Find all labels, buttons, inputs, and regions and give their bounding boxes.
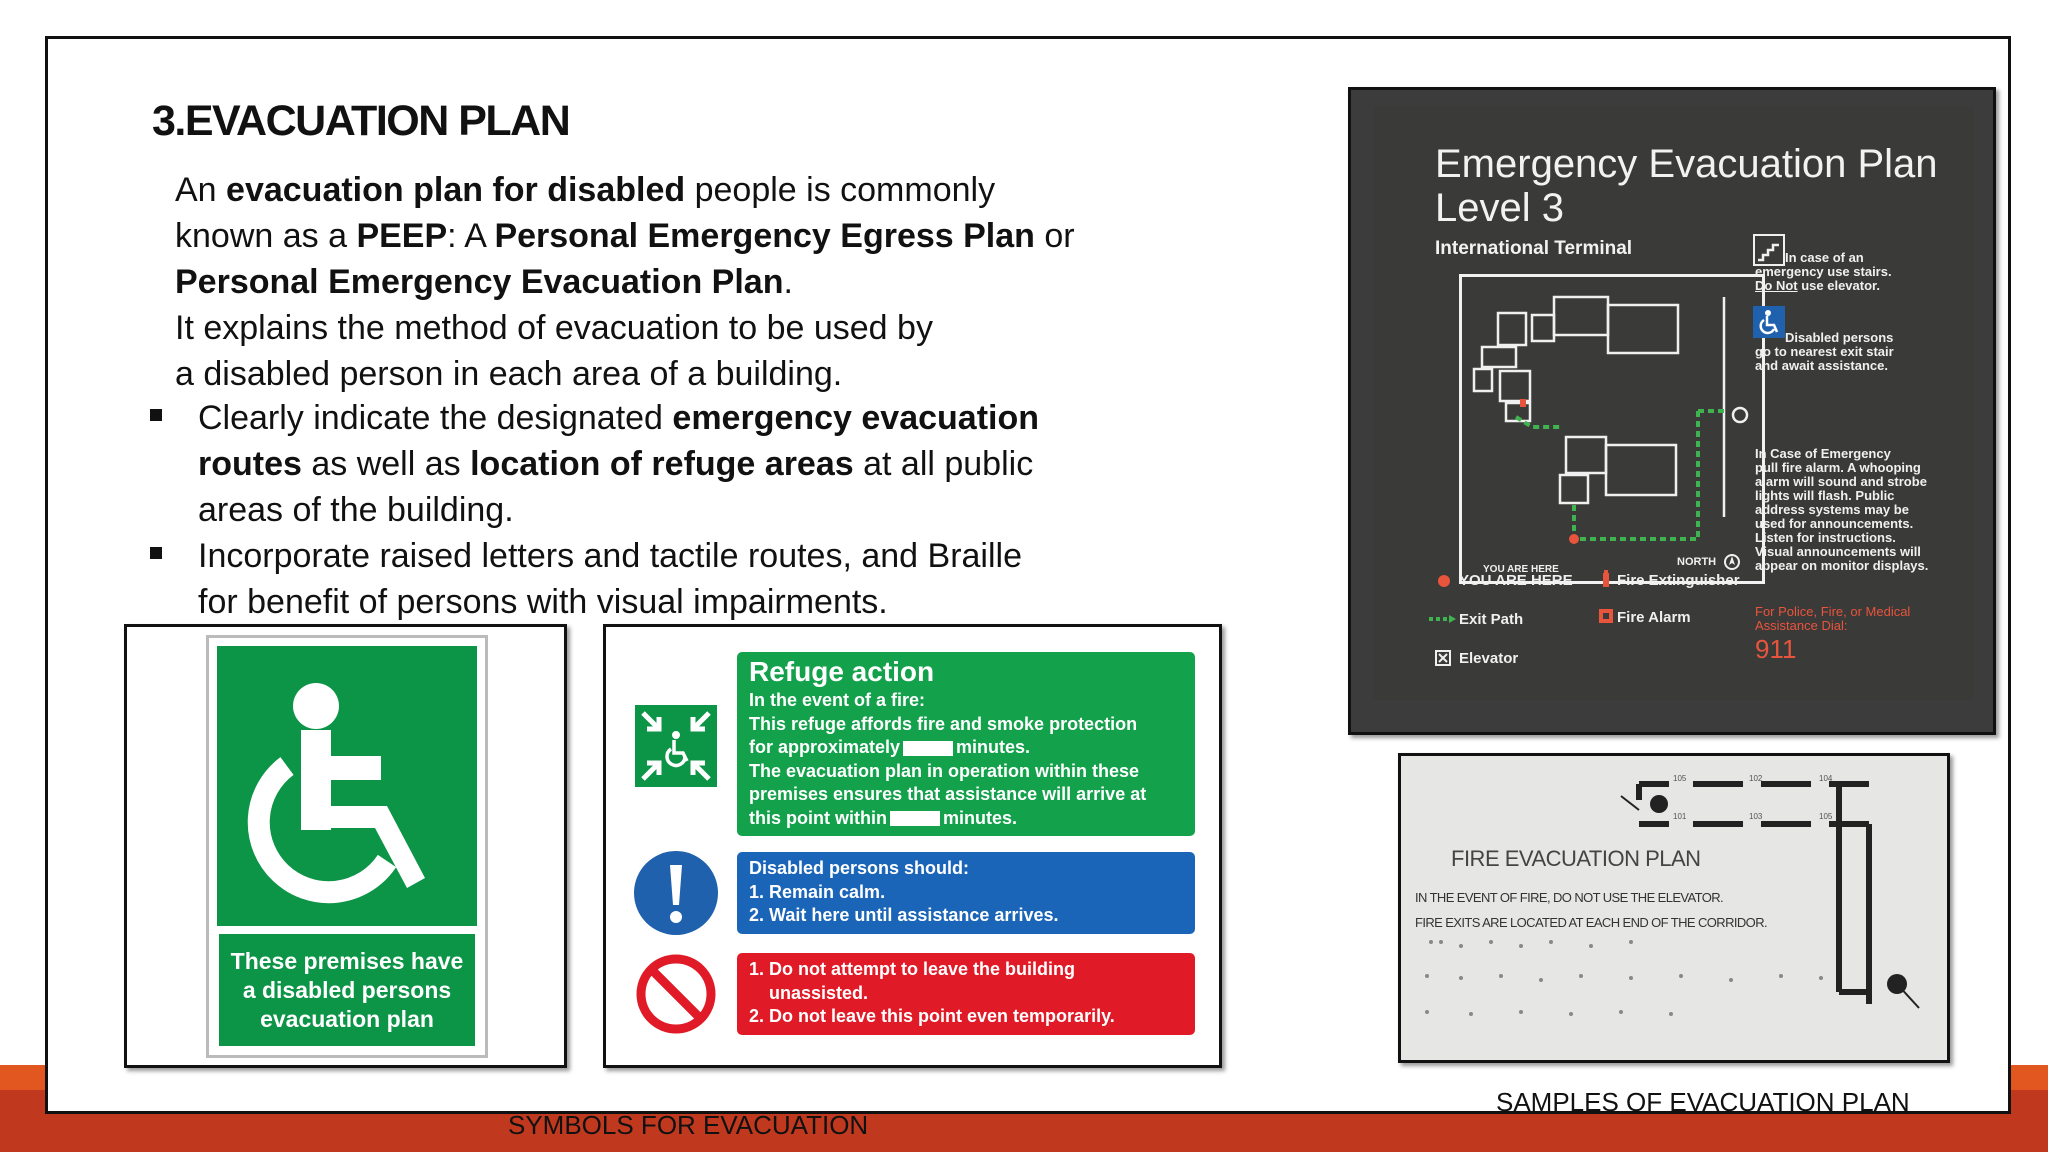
prohibition-icon xyxy=(634,952,718,1036)
terminal-evacuation-plan-image xyxy=(1348,87,1996,735)
police-note-line: For Police, Fire, or Medical xyxy=(1755,604,1911,619)
wheelchair-sign xyxy=(206,635,488,1058)
slide-title: 3.EVACUATION PLAN xyxy=(152,97,570,145)
stairs-note-line: emergency use stairs. xyxy=(1755,264,1892,279)
disabled-note-line: go to nearest exit stair xyxy=(1755,344,1894,359)
emergency-note-line: used for announcements. xyxy=(1755,516,1914,531)
intro-paragraph: An evacuation plan for disabled people is commonly known as a PEEP: A Personal Emergency Egress Plan or Personal Emergency Evacuation Plan. It explains the method of evacuation to be used by a disabled person in each area of a building. xyxy=(175,171,1075,393)
fire-extinguisher-icon xyxy=(1601,570,1611,588)
emergency-number: 911 xyxy=(1755,634,1797,664)
accessibility-icon xyxy=(1753,306,1785,338)
emergency-note-line: alarm will sound and strobe xyxy=(1755,474,1927,489)
legend-fire-alarm: Fire Alarm xyxy=(1617,609,1691,626)
north-arrow-icon xyxy=(1723,553,1741,571)
floor-map xyxy=(1459,274,1765,584)
exclamation-icon xyxy=(634,851,718,935)
braille-plan-title: FIRE EVACUATION PLAN xyxy=(1451,846,1701,871)
refuge-action-panel: Refuge action In the event of a fire: This refuge affords fire and smoke protection for approximately minutes. The evacuation plan in operation within these premises ensures that assistance will arrive at this point within minutes. xyxy=(737,652,1195,836)
emergency-note-line: pull fire alarm. A whooping xyxy=(1755,460,1921,475)
stairs-icon xyxy=(1753,234,1785,266)
disabled-note-line: Disabled persons xyxy=(1785,330,1894,345)
bullet-list xyxy=(150,395,1140,625)
bullet-item: Clearly indicate the designated emergency evacuation routes as well as location of refuge areas at all public areas of the building. xyxy=(150,395,1140,533)
you-are-here-icon xyxy=(1437,574,1451,588)
slide xyxy=(45,36,2011,1140)
room-number: 103 xyxy=(1749,812,1763,821)
terminal-plan-panel xyxy=(1373,106,1973,700)
terminal-plan-subtitle: International Terminal xyxy=(1435,238,1633,259)
emergency-note-line: address systems may be xyxy=(1755,502,1909,517)
caption-symbols: SYMBOLS FOR EVACUATION xyxy=(508,1110,869,1140)
emergency-note-line: lights will flash. Public xyxy=(1755,488,1895,503)
braille-floor-map xyxy=(1401,756,1947,1060)
disabled-instructions-panel: Disabled persons should: 1. Remain calm. 2. Wait here until assistance arrives. xyxy=(737,852,1195,934)
fire-alarm-icon xyxy=(1599,609,1613,623)
blank-field xyxy=(903,741,953,756)
bullet-marker xyxy=(150,409,162,421)
wheelchair-sign-text: These premises have a disabled persons evacuation plan xyxy=(217,932,477,1048)
braille-evacuation-plan-image xyxy=(1398,753,1950,1063)
room-number: 105 xyxy=(1673,774,1687,783)
legend-exit-path: Exit Path xyxy=(1459,611,1524,628)
emergency-note-line: Visual announcements will xyxy=(1755,544,1921,559)
refuge-sign-image xyxy=(603,624,1222,1068)
legend-fire-extinguisher: Fire Extinguisher xyxy=(1617,572,1740,589)
braille-plan-line: FIRE EXITS ARE LOCATED AT EACH END OF THE CORRIDOR. xyxy=(1415,915,1767,930)
assembly-point-icon xyxy=(635,705,717,787)
bullet-item: Incorporate raised letters and tactile routes, and Braille for benefit of persons with visual impairments. xyxy=(150,533,1140,625)
wheelchair-panel xyxy=(217,646,477,926)
legend-you-are-here: YOU ARE HERE xyxy=(1459,572,1573,589)
police-note-line: Assistance Dial: xyxy=(1755,618,1848,633)
legend-elevator: Elevator xyxy=(1459,650,1519,667)
wheelchair-icon xyxy=(217,646,477,926)
stairs-note-line: Do Not use elevator. xyxy=(1755,278,1880,293)
bullet-marker xyxy=(150,547,162,559)
map-you-are-here-label: YOU ARE HERE xyxy=(1483,564,1559,575)
north-label: NORTH xyxy=(1677,556,1717,568)
terminal-plan-title: Emergency Evacuation Plan Level 3 xyxy=(1435,142,1938,230)
braille-plan-line: IN THE EVENT OF FIRE, DO NOT USE THE ELEVATOR. xyxy=(1415,890,1724,905)
room-number: 101 xyxy=(1673,812,1687,821)
prohibition-panel: 1. Do not attempt to leave the building unassisted. 2. Do not leave this point even temporarily. xyxy=(737,953,1195,1035)
wheelchair-sign-image xyxy=(124,624,567,1068)
room-number: 102 xyxy=(1749,774,1763,783)
elevator-icon xyxy=(1435,650,1451,666)
room-number: 104 xyxy=(1819,774,1833,783)
exit-path-icon xyxy=(1429,614,1457,624)
blank-field xyxy=(890,811,940,826)
emergency-note-line: Listen for instructions. xyxy=(1755,530,1896,545)
disabled-note-line: and await assistance. xyxy=(1755,358,1888,373)
room-number: 105 xyxy=(1819,812,1833,821)
stairs-note-line: In case of an xyxy=(1785,250,1864,265)
caption-samples: SAMPLES OF EVACUATION PLAN xyxy=(1496,1087,1910,1117)
emergency-note-line: In Case of Emergency xyxy=(1755,446,1891,461)
emergency-note-line: appear on monitor displays. xyxy=(1755,558,1929,573)
